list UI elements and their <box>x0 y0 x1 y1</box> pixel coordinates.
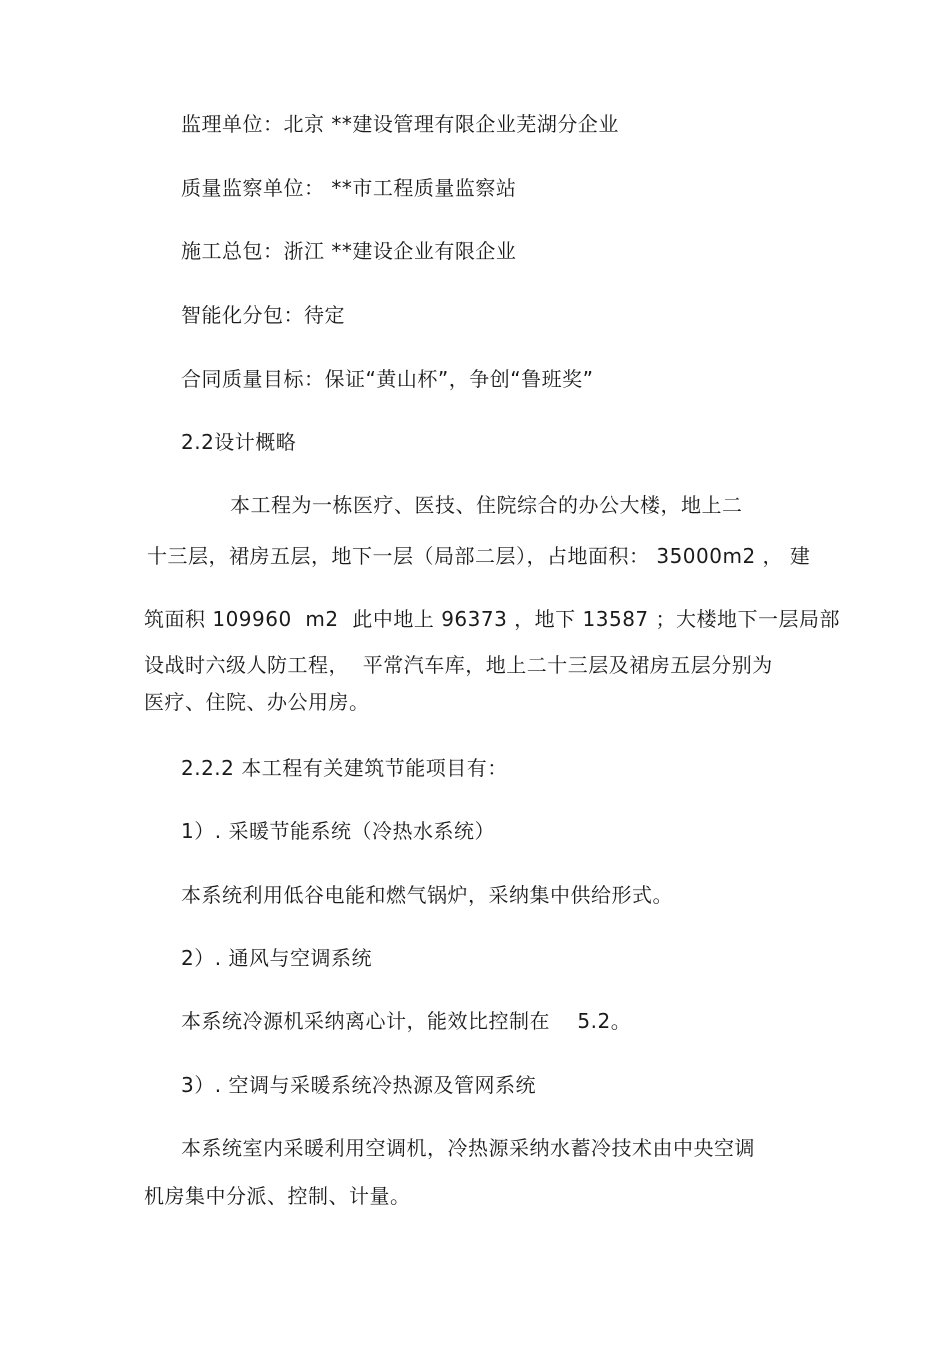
list-item-text: 本系统冷源机采纳离心计，能效比控制在 5.2。 <box>181 1009 632 1033</box>
intelligent-subcontract-line: 智能化分包：待定 <box>181 303 345 327</box>
list-item-text: 本系统室内采暖利用空调机，冷热源采纳水蓄冷技术由中央空调 <box>181 1136 755 1160</box>
section-heading-2-2: 2.2设计概略 <box>181 430 297 454</box>
paragraph-line: 筑面积 109960 m2 此中地上 96373 ，地下 13587 ；大楼地下一层局部 <box>144 607 841 631</box>
paragraph-line: 本工程为一栋医疗、医技、住院综合的办公大楼，地上二 <box>230 493 743 517</box>
quality-target-line: 合同质量目标：保证“黄山杯”，争创“鲁班奖” <box>181 367 594 391</box>
list-item-text: 机房集中分派、控制、计量。 <box>144 1184 411 1208</box>
paragraph-line: 十三层，裙房五层，地下一层（局部二层），占地面积： 35000m2 ， 建 <box>147 544 811 568</box>
paragraph-line: 医疗、住院、办公用房。 <box>144 690 370 714</box>
list-item-heading: 2）. 通风与空调系统 <box>181 946 372 970</box>
general-contractor-line: 施工总包：浙江 **建设企业有限企业 <box>181 239 517 263</box>
section-heading-2-2-2: 2.2.2 本工程有关建筑节能项目有： <box>181 756 508 780</box>
list-item-heading: 3）. 空调与采暖系统冷热源及管网系统 <box>181 1073 536 1097</box>
supervision-unit-line: 监理单位：北京 **建设管理有限企业芜湖分企业 <box>181 112 619 136</box>
list-item-text: 本系统利用低谷电能和燃气锅炉，采纳集中供给形式。 <box>181 883 673 907</box>
paragraph-line: 设战时六级人防工程， 平常汽车库，地上二十三层及裙房五层分别为 <box>144 653 773 677</box>
list-item-heading: 1）. 采暖节能系统（冷热水系统） <box>181 819 495 843</box>
quality-supervision-unit-line: 质量监察单位： **市工程质量监察站 <box>181 176 517 200</box>
